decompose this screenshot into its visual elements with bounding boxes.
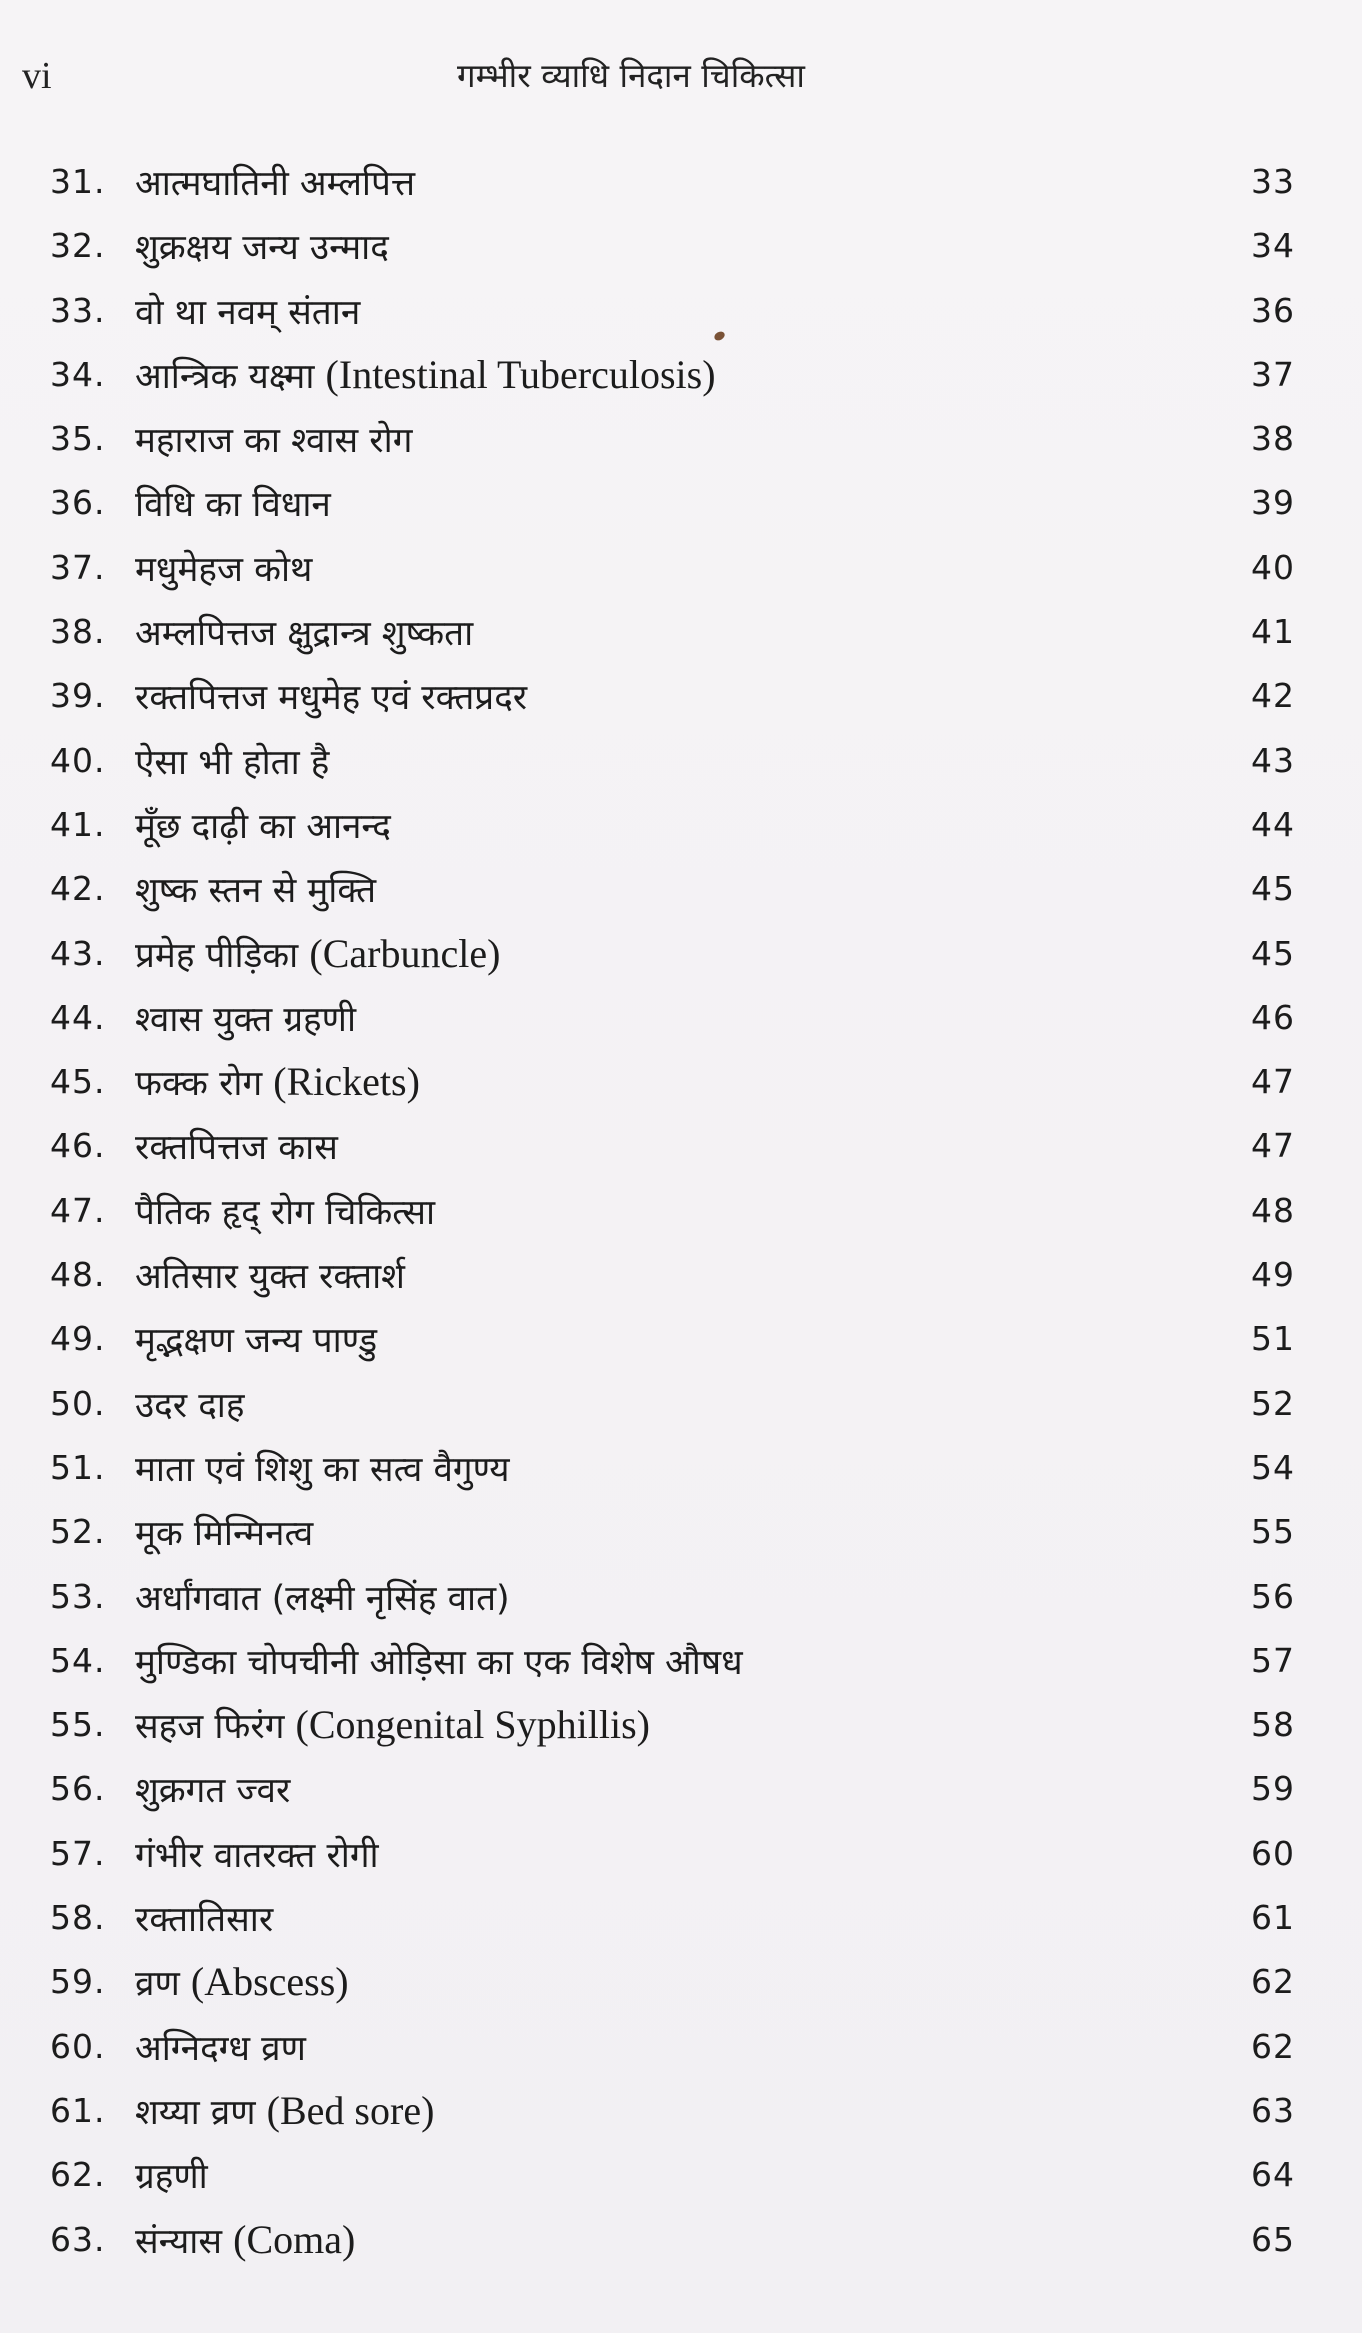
toc-entry (50, 214, 1295, 278)
entry-page-number: 39 (1251, 483, 1295, 523)
entry-page-number: 59 (1251, 1769, 1295, 1809)
entry-number: 32. (50, 226, 106, 266)
entry-page-number: 38 (1251, 419, 1295, 459)
entry-number: 34. (50, 354, 106, 394)
entry-page-number: 51 (1251, 1319, 1295, 1359)
entry-title (135, 289, 1155, 335)
entry-title (135, 1575, 1155, 1621)
entry-page-number: 34 (1251, 226, 1295, 266)
entry-title (135, 932, 1155, 978)
entry-number: 49. (50, 1319, 106, 1359)
entry-title (135, 2089, 1155, 2135)
entry-title-text: मूक मिन्मिनत्व (135, 1514, 314, 1555)
entry-title-text: गंभीर वातरक्त रोगी (135, 1835, 379, 1876)
entry-title-text: शय्या व्रण (135, 2092, 267, 2133)
entry-title (135, 1253, 1155, 1299)
entry-title-text: शुक्रक्षय जन्य उन्माद (135, 228, 389, 269)
entry-title (135, 1703, 1155, 1749)
toc-entry (50, 1114, 1295, 1178)
toc-entry (50, 1629, 1295, 1693)
toc-entry (50, 407, 1295, 471)
entry-title-text: शुक्रगत ज्वर (135, 1771, 291, 1812)
entry-title (135, 224, 1155, 270)
toc-entry (50, 1693, 1295, 1757)
entry-page-number: 37 (1251, 354, 1295, 394)
entry-title-text: पैतिक हृद् रोग चिकित्सा (135, 1192, 436, 1233)
entry-title-text: आत्मघातिनी अम्लपित्त (135, 164, 416, 204)
page-header (22, 52, 1322, 102)
entry-number: 45. (50, 1062, 106, 1102)
entry-title (135, 1896, 1155, 1942)
entry-number: 51. (50, 1447, 106, 1487)
toc-entry (50, 1500, 1295, 1564)
entry-title (135, 803, 1155, 849)
entry-page-number: 48 (1251, 1190, 1295, 1230)
toc-entry (50, 1565, 1295, 1629)
entry-page-number: 45 (1251, 869, 1295, 909)
entry-title (135, 353, 1155, 399)
entry-number: 57. (50, 1833, 106, 1873)
entry-page-number: 42 (1251, 676, 1295, 716)
entry-number: 48. (50, 1255, 106, 1295)
entry-page-number: 56 (1251, 1576, 1295, 1616)
entry-title (135, 1832, 1155, 1878)
entry-page-number: 47 (1251, 1062, 1295, 1102)
entry-title-text: विधि का विधान (135, 485, 331, 526)
entry-title (135, 1767, 1155, 1813)
entry-number: 31. (50, 162, 106, 201)
entry-title (135, 1317, 1155, 1363)
entry-number: 59. (50, 1962, 106, 2002)
toc-entry (50, 279, 1295, 343)
entry-title-text: मुण्डिका चोपचीनी ओड़िसा का एक विशेष औषध (135, 1642, 743, 1683)
toc-entry (50, 2208, 1295, 2272)
entry-number: 54. (50, 1640, 106, 1680)
entry-page-number: 61 (1251, 1898, 1295, 1938)
entry-title (135, 546, 1155, 592)
toc-entry (50, 1243, 1295, 1307)
toc-entry (50, 2143, 1295, 2207)
entry-title-text: रक्तपित्तज मधुमेह एवं रक्तप्रदर (135, 678, 528, 719)
entry-title (135, 1382, 1155, 1428)
entry-title (135, 1446, 1155, 1492)
entry-title-text: आन्त्रिक यक्ष्मा (135, 356, 326, 397)
entry-page-number: 63 (1251, 2090, 1295, 2130)
entry-number: 44. (50, 997, 106, 1037)
entry-title-text: फक्क रोग (135, 1064, 274, 1105)
entry-title-text: उदर दाह (135, 1385, 245, 1426)
entry-title-text: प्रमेह पीड़िका (135, 935, 310, 976)
toc-entry (50, 150, 1295, 214)
entry-page-number: 58 (1251, 1705, 1295, 1745)
entry-page-number: 46 (1251, 997, 1295, 1037)
entry-number: 41. (50, 804, 106, 844)
entry-number: 63. (50, 2219, 106, 2259)
entry-title-text: अग्निदग्ध व्रण (135, 2028, 306, 2069)
entry-page-number: 41 (1251, 612, 1295, 652)
toc-entry (50, 922, 1295, 986)
entry-title (135, 2218, 1155, 2264)
entry-page-number: 60 (1251, 1833, 1295, 1873)
entry-title-text: वो था नवम् संतान (135, 292, 361, 333)
entry-title-text: संन्यास (135, 2221, 234, 2262)
toc-entry (50, 1436, 1295, 1500)
entry-number: 50. (50, 1383, 106, 1423)
entry-page-number: 47 (1251, 1126, 1295, 1166)
entry-title (135, 867, 1155, 913)
entry-page-number: 55 (1251, 1512, 1295, 1552)
toc-entry (50, 600, 1295, 664)
entry-title-text: महाराज का श्वास रोग (135, 421, 413, 462)
entry-title-english: (Congenital Syphillis) (295, 1702, 650, 1748)
entry-number: 58. (50, 1898, 106, 1938)
entry-title (135, 739, 1155, 785)
entry-title-text: ग्रहणी (135, 2157, 208, 2198)
entry-page-number: 40 (1251, 547, 1295, 587)
entry-number: 56. (50, 1769, 106, 1809)
entry-title-text: अतिसार युक्त रक्तार्श (135, 1257, 405, 1298)
toc-entry (50, 1307, 1295, 1371)
table-of-contents (50, 150, 1295, 2272)
entry-number: 35. (50, 419, 106, 459)
toc-entry (50, 536, 1295, 600)
entry-page-number: 64 (1251, 2155, 1295, 2195)
entry-number: 61. (50, 2090, 106, 2130)
toc-entry (50, 664, 1295, 728)
toc-entry (50, 2079, 1295, 2143)
entry-number: 36. (50, 483, 106, 523)
entry-title-text: रक्तातिसार (135, 1900, 274, 1941)
entry-title-english: (Rickets) (273, 1059, 420, 1105)
entry-number: 33. (50, 290, 106, 330)
entry-number: 47. (50, 1190, 106, 1230)
entry-number: 55. (50, 1705, 106, 1745)
entry-title (135, 2153, 1155, 2199)
entry-title-text: मृद्भक्षण जन्य पाण्डु (135, 1321, 378, 1362)
entry-page-number: 65 (1251, 2219, 1295, 2259)
entry-number: 43. (50, 933, 106, 973)
entry-title-text: माता एवं शिशु का सत्व वैगुण्य (135, 1449, 510, 1490)
entry-number: 46. (50, 1126, 106, 1166)
entry-title (135, 2025, 1155, 2071)
entry-title-text: सहज फिरंग (135, 1707, 296, 1748)
entry-number: 42. (50, 869, 106, 909)
toc-entry (50, 1179, 1295, 1243)
entry-title-english: (Carbuncle) (309, 930, 501, 976)
toc-entry (50, 857, 1295, 921)
entry-title-text: शुष्क स्तन से मुक्ति (135, 871, 377, 912)
entry-title (135, 160, 1155, 206)
entry-number: 62. (50, 2155, 106, 2195)
toc-entry (50, 471, 1295, 535)
toc-entry (50, 1757, 1295, 1821)
entry-title-text: व्रण (135, 1964, 191, 2005)
entry-title (135, 610, 1155, 656)
entry-page-number: 43 (1251, 740, 1295, 780)
toc-entry (50, 343, 1295, 407)
entry-number: 53. (50, 1576, 106, 1616)
entry-title (135, 481, 1155, 527)
entry-number: 37. (50, 547, 106, 587)
entry-title-text: श्वास युक्त ग्रहणी (135, 999, 357, 1040)
toc-entry (50, 986, 1295, 1050)
entry-title (135, 1060, 1155, 1106)
toc-entry (50, 1886, 1295, 1950)
entry-number: 40. (50, 740, 106, 780)
toc-entry (50, 729, 1295, 793)
entry-number: 52. (50, 1512, 106, 1552)
entry-title (135, 1960, 1155, 2006)
running-title: गम्भीर व्याधि निदान चिकित्सा (457, 56, 805, 95)
entry-title-text: अम्लपित्तज क्षुद्रान्त्र शुष्कता (135, 614, 474, 655)
entry-title-english: (Intestinal Tuberculosis) (325, 351, 716, 397)
entry-title-text: रक्तपित्तज कास (135, 1128, 338, 1169)
entry-number: 60. (50, 2026, 106, 2066)
entry-title-text: मूँछ दाढ़ी का आनन्द (135, 806, 391, 847)
toc-entry (50, 1950, 1295, 2014)
entry-page-number: 54 (1251, 1447, 1295, 1487)
entry-number: 39. (50, 676, 106, 716)
entry-page-number: 45 (1251, 933, 1295, 973)
page-number: vi (22, 55, 52, 97)
entry-page-number: 62 (1251, 2026, 1295, 2066)
entry-page-number: 36 (1251, 290, 1295, 330)
toc-entry (50, 1372, 1295, 1436)
entry-title (135, 417, 1155, 463)
entry-title (135, 1510, 1155, 1556)
entry-title-english: (Abscess) (190, 1959, 349, 2005)
entry-page-number: 52 (1251, 1383, 1295, 1423)
toc-entry (50, 1822, 1295, 1886)
entry-title (135, 1189, 1155, 1235)
toc-entry (50, 1050, 1295, 1114)
toc-entry (50, 793, 1295, 857)
entry-page-number: 57 (1251, 1640, 1295, 1680)
entry-page-number: 44 (1251, 804, 1295, 844)
entry-number: 38. (50, 612, 106, 652)
entry-title (135, 1639, 1155, 1685)
entry-title (135, 674, 1155, 720)
entry-page-number: 62 (1251, 1962, 1295, 2002)
entry-title (135, 1124, 1155, 1170)
entry-title-text: ऐसा भी होता है (135, 742, 330, 783)
entry-title (135, 996, 1155, 1042)
entry-title-text: मधुमेहज कोथ (135, 549, 313, 590)
entry-title-text: अर्धांगवात (लक्ष्मी नृसिंह वात) (135, 1578, 510, 1619)
entry-title-english: (Bed sore) (266, 2087, 435, 2133)
entry-page-number: 49 (1251, 1255, 1295, 1295)
entry-title-english: (Coma) (233, 2216, 356, 2262)
toc-entry (50, 2015, 1295, 2079)
entry-page-number: 33 (1251, 162, 1295, 201)
